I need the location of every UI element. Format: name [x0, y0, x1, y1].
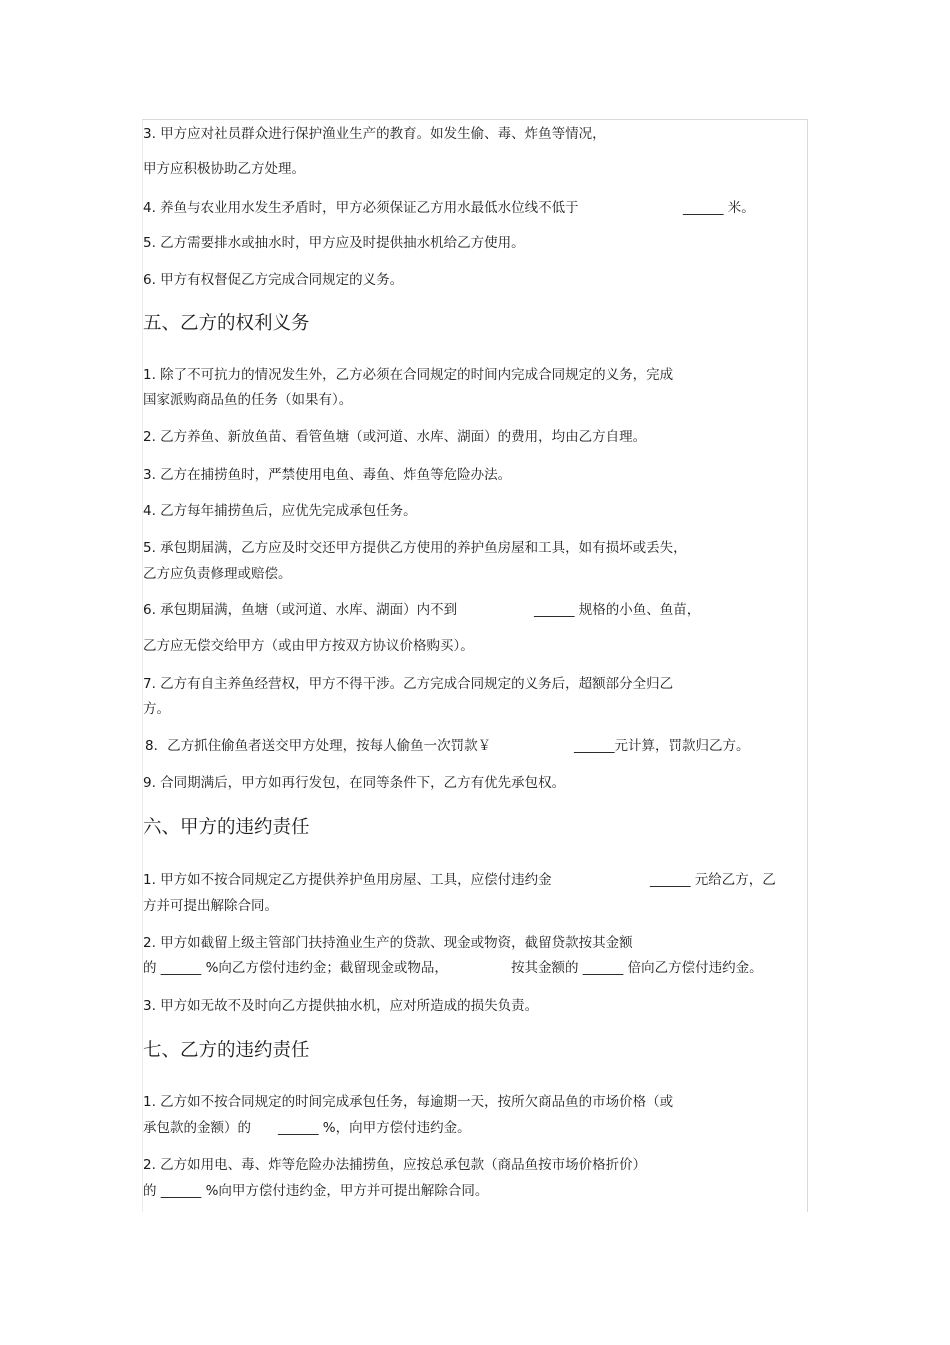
clause-5-9: 9. 合同期满后，甲方如再行发包，在同等条件下，乙方有优先承包权。: [143, 775, 566, 791]
clause-7-1-line-2b: ______ %，向甲方偿付违约金。: [278, 1120, 471, 1136]
clause-6-1-line-2: 方并可提出解除合同。: [143, 898, 278, 914]
clause-5-1-line-1: 1. 除了不可抗力的情况发生外，乙方必须在合同规定的时间内完成合同规定的义务，完成: [143, 367, 674, 383]
clause-5-6-line-2: 乙方应无偿交给甲方（或由甲方按双方协议价格购买）。: [143, 638, 474, 654]
clause-4-3-line-2: 甲方应积极协助乙方处理。: [143, 161, 305, 177]
clause-5-6-line-1: 6. 承包期届满，鱼塘（或河道、水库、湖面）内不到: [143, 602, 458, 618]
clause-5-7-line-2: 方。: [143, 701, 170, 717]
clause-5-4: 4. 乙方每年捕捞鱼后，应优先完成承包任务。: [143, 503, 417, 519]
clause-6-1-blank: ______ 元给乙方，乙: [650, 872, 776, 888]
clause-4-6: 6. 甲方有权督促乙方完成合同规定的义务。: [143, 272, 404, 288]
clause-4-5: 5. 乙方需要排水或抽水时，甲方应及时提供抽水机给乙方使用。: [143, 235, 525, 251]
clause-5-8: 8．乙方抓住偷鱼者送交甲方处理，按每人偷鱼一次罚款￥: [145, 738, 492, 754]
clause-6-2-line-1: 2. 甲方如截留上级主管部门扶持渔业生产的贷款、现金或物资，截留贷款按其金额: [143, 935, 633, 951]
section-7-heading: 七、乙方的违约责任: [143, 1040, 310, 1061]
clause-5-2: 2. 乙方养鱼、新放鱼苗、看管鱼塘（或河道、水库、湖面）的费用，均由乙方自理。: [143, 429, 647, 445]
clause-7-2-line-1: 2. 乙方如用电、毒、炸等危险办法捕捞鱼，应按总承包款（商品鱼按市场价格折价）: [143, 1157, 647, 1173]
clause-6-1-line-1: 1. 甲方如不按合同规定乙方提供养护鱼用房屋、工具，应偿付违约金: [143, 872, 552, 888]
clause-5-1-line-2: 国家派购商品鱼的任务（如果有）。: [143, 392, 353, 408]
clause-5-3: 3. 乙方在捕捞鱼时，严禁使用电鱼、毒鱼、炸鱼等危险办法。: [143, 467, 512, 483]
section-6-heading: 六、甲方的违约责任: [143, 817, 310, 838]
clause-6-2-line-2b: 按其金额的 ______ 倍向乙方偿付违约金。: [511, 960, 763, 976]
clause-7-2-line-2: 的 ______ %向甲方偿付违约金，甲方并可提出解除合同。: [143, 1183, 489, 1199]
clause-6-2-line-2a: 的 ______ %向乙方偿付违约金；截留现金或物品，: [143, 960, 448, 976]
clause-5-6-blank: ______ 规格的小鱼、鱼苗，: [534, 602, 701, 618]
clause-5-7-line-1: 7. 乙方有自主养鱼经营权，甲方不得干涉。乙方完成合同规定的义务后，超额部分全归乙: [143, 676, 674, 692]
clause-7-1-line-1: 1. 乙方如不按合同规定的时间完成承包任务，每逾期一天，按所欠商品鱼的市场价格（或: [143, 1094, 674, 1110]
clause-5-5-line-2: 乙方应负责修理或赔偿。: [143, 566, 292, 582]
clause-4-3-line-1: 3. 甲方应对社员群众进行保护渔业生产的教育。如发生偷、毒、炸鱼等情况，: [143, 126, 606, 142]
clause-5-5-line-1: 5. 承包期届满，乙方应及时交还甲方提供乙方使用的养护鱼房屋和工具，如有损坏或丢失，: [143, 540, 687, 556]
clause-4-4: 4. 养鱼与农业用水发生矛盾时，甲方必须保证乙方用水最低水位线不低于: [143, 200, 579, 216]
section-5-heading: 五、乙方的权利义务: [143, 313, 310, 334]
clause-4-4-blank: ______ 米。: [683, 200, 755, 216]
clause-7-1-line-2a: 承包款的金额）的: [143, 1120, 251, 1136]
clause-6-3: 3. 甲方如无故不及时向乙方提供抽水机，应对所造成的损失负责。: [143, 998, 539, 1014]
clause-5-8-blank: ______元计算，罚款归乙方。: [574, 738, 750, 754]
